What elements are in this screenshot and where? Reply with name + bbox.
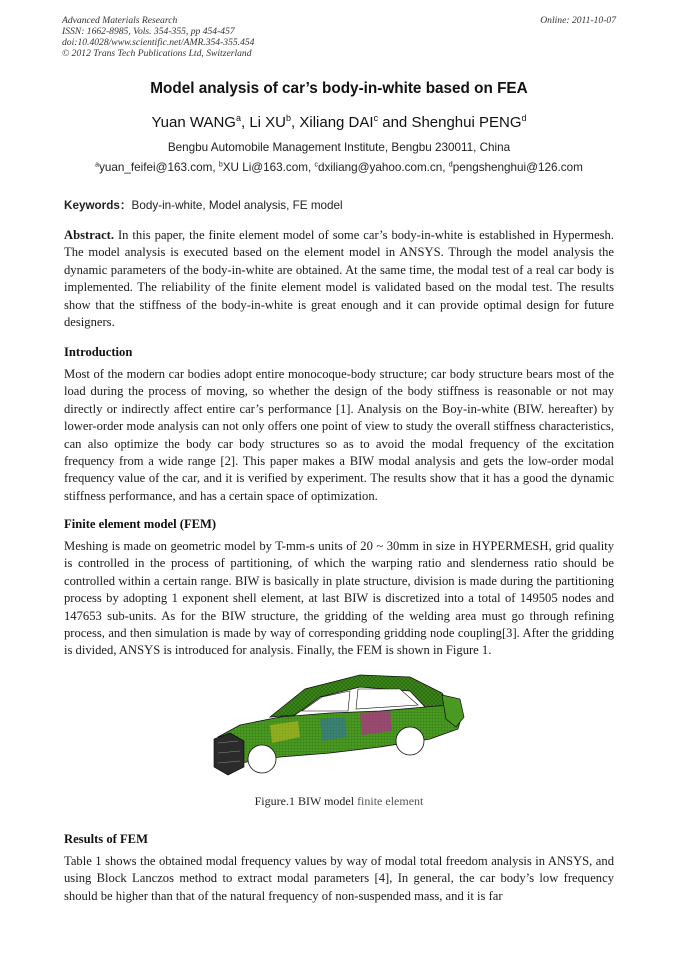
copyright-line: © 2012 Trans Tech Publications Ltd, Switzerland [62, 48, 252, 59]
email-link[interactable]: XU Li@163.com [222, 161, 308, 174]
online-date: Online: 2011-10-07 [540, 15, 616, 26]
keywords [64, 197, 343, 213]
results-heading: Results of FEM [64, 832, 148, 846]
affiliation: Bengbu Automobile Management Institute, Bengbu 230011, China [167, 141, 511, 154]
journal-header [62, 15, 254, 59]
author-name: Xiliang DAI [299, 114, 374, 131]
keywords-text: Body-in-white, Model analysis, FE model [131, 199, 343, 212]
author-name: Shenghui PENG [411, 114, 522, 131]
author-sup: c [373, 113, 379, 124]
biw-interior-accent [360, 711, 392, 735]
abstract [64, 227, 614, 331]
biw-wheel-arch-front [248, 745, 276, 773]
author-sup: b [286, 113, 292, 124]
issn-line: ISSN: 1662-8985, Vols. 354-355, pp 454-457 [62, 26, 235, 37]
abstract-text: In this paper, the finite element model of some car’s body-in-white is established in Hypermesh. The model analysis is executed based on the element model in ANSYS. Through the model analysis the dynamic parameters of the body-in-white are obtained. At the same time, the modal test of a real car body is implemented. The reliability of the finite element model is validated based on the modal test. The results show that the stiffness of the body-in-white is great enough and it can provide optimal design for future designers. [64, 228, 615, 330]
author-list: Yuan WANG$^a$, Li $XU^b$, Xiliang DAI$^c$ and Shenghui PENG$^d$ [151, 113, 527, 131]
journal-name: Advanced Materials Research [62, 15, 178, 26]
fem-heading: Finite element model (FEM) [64, 517, 217, 531]
email-list: $^a$yuan_feifei@163.com, $^b$XU Li@163.com, $^c$dxiliang@yahoo.com.cn, $^d$pengshenghui@126.com [95, 161, 583, 174]
author-sup: a [235, 113, 241, 124]
biw-wheel-arch-rear [396, 727, 424, 755]
email-link[interactable]: pengshenghui@126.com [452, 161, 583, 174]
figure-caption: Figure.1 BIW model finite element [254, 794, 424, 808]
author-name: Yuan WANG [151, 114, 236, 131]
fem-paragraph: Meshing is made on geometric model by T-mm-s units of 20 ~ 30mm in size in HYPERMESH, grid quality is controlled in the process of partitioning, of which the warping ratio and slenderness ratio should be controlled within a certain range. BIW is basically in plate structure, division is made during the partitioning process by adopting 1 exponent shell element, at last BIW is discretized into a total of 149505 nodes and 147653 sub-units. As for the BIW structure, the gridding of the welding area must go through refining process, and then simulation is made by way of corresponding gridding node coupling[3]. After the gridding is divided, ANSYS is introduced for analysis. Finally, the FEM is shown in Figure 1. [64, 539, 614, 658]
abstract-label: Abstract. [64, 228, 115, 242]
intro-paragraph: Most of the modern car bodies adopt entire monocoque-body structure; car body structure bears most of the load during the process of moving, so whether the design of the body stiffness is reasonable or not may directly or indirectly affect entire car’s performance [1]. Analysis on the Boy-in-white (BIW. hereafter) by lower-order mode analysis can not only offers one point of view to study the overall stiffness characteristics, can also optimize the body car body structures so as to avoid the modal frequency of the excitation frequency from a wide range [2]. This paper makes a BIW modal analysis and gets the low-order modal frequency value of the car, and it is verified by experiment. The results show that it has a good the dynamic stiffness performance, and has a certain space of optimization. [64, 367, 614, 503]
author-sup: d [521, 113, 527, 124]
results-paragraph: Table 1 shows the obtained modal frequency values by way of modal total freedom analysis in ANSYS, and using Block Lanczos method to extract modal parameters [4], In general, the car body’s low frequency should be higher than that of the natural frequency of non-suspended mass, and it is far [64, 854, 614, 903]
biw-fem-figure [210, 667, 468, 789]
biw-front-frame [214, 733, 244, 775]
email-link[interactable]: dxiliang@yahoo.com.cn [318, 161, 443, 174]
author-name: Li XU [249, 114, 286, 131]
email-link[interactable]: yuan_feifei@163.com [99, 161, 213, 174]
doi-line: doi:10.4028/www.scientific.net/AMR.354-355.454 [62, 37, 255, 48]
biw-window-rear [356, 689, 418, 709]
paper-title: Model analysis of car’s body-in-white based on FEA [150, 80, 528, 97]
keywords-label: Keywords： [64, 199, 132, 212]
intro-heading: Introduction [64, 345, 133, 359]
